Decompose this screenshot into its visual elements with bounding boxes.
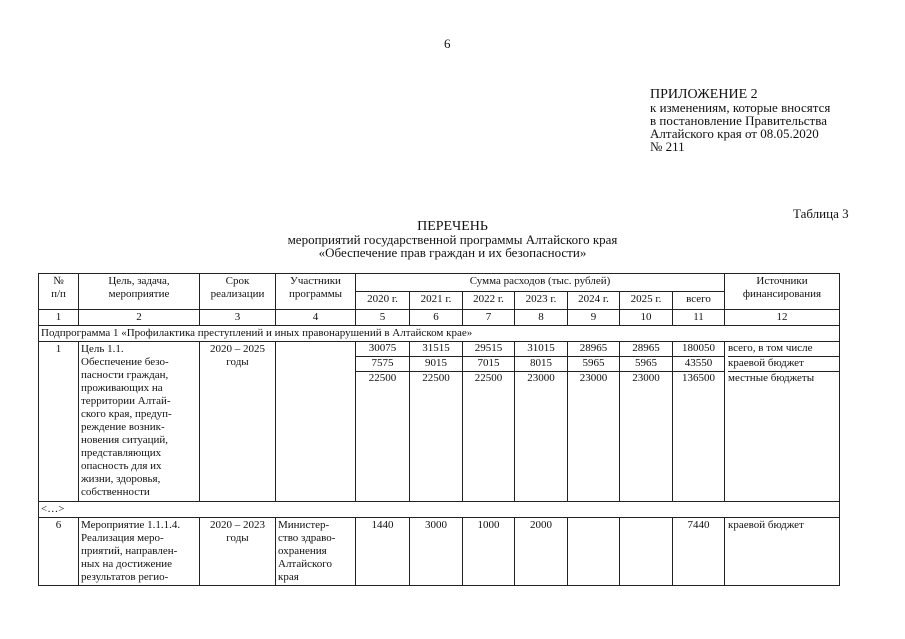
money-value: 29515 — [474, 342, 503, 354]
money-value: 5965 — [620, 356, 672, 371]
column-number: 10 — [620, 310, 673, 326]
header-num-line: № — [53, 275, 64, 287]
column-number: 2 — [79, 310, 200, 326]
money-value: 22500 — [356, 371, 409, 386]
page-number: 6 — [444, 36, 451, 51]
source-label: местные бюджеты — [728, 371, 839, 386]
row-number: 1 — [39, 342, 79, 502]
participant-line: охранения — [278, 545, 327, 557]
header-row — [39, 274, 840, 292]
row-participants — [276, 518, 356, 586]
term-line: 2020 – 2025 — [210, 343, 265, 355]
header-year: 2020 г. — [356, 292, 410, 310]
money-cell — [620, 342, 673, 502]
money-value — [620, 518, 673, 586]
money-value: 7015 — [463, 356, 514, 371]
header-term — [200, 274, 276, 310]
money-cell — [463, 342, 515, 502]
money-value: 7575 — [356, 356, 409, 371]
column-number: 5 — [356, 310, 410, 326]
header-goal-line: мероприятие — [108, 288, 170, 300]
money-cell — [515, 342, 568, 502]
header-year: 2022 г. — [463, 292, 515, 310]
expenses-table — [38, 273, 840, 586]
header-sum: Сумма расходов (тыс. рублей) — [356, 274, 725, 292]
ellipsis-row — [39, 502, 840, 518]
header-sources-line: Источники — [756, 275, 808, 287]
appendix-line: № 211 — [650, 139, 685, 154]
goal-line: жизни, здоровья, — [81, 473, 161, 485]
goal-line: проживающих на — [81, 382, 163, 394]
row-term — [200, 342, 276, 502]
header-goal — [79, 274, 200, 310]
subprogram-row — [39, 326, 840, 342]
goal-line: территории Алтай- — [81, 395, 171, 407]
money-cell — [356, 342, 410, 502]
money-value: 30075 — [368, 342, 397, 354]
goal-line: представляющих — [81, 447, 162, 459]
money-value: 31515 — [422, 342, 450, 354]
participant-line: ство здраво- — [278, 532, 336, 544]
header-year: 2021 г. — [410, 292, 463, 310]
header-term-line: реализации — [210, 288, 265, 300]
column-number: 6 — [410, 310, 463, 326]
money-value: 1440 — [356, 518, 410, 586]
table-row — [39, 342, 840, 502]
subprogram-title: Подпрограмма 1 «Профилактика преступлений и иных правонарушений в Алтайском крае» — [39, 326, 840, 342]
row-number: 6 — [39, 518, 79, 586]
participant-line: края — [278, 571, 299, 583]
header-participants — [276, 274, 356, 310]
source-label: всего, в том числе — [728, 342, 813, 354]
column-number: 11 — [673, 310, 725, 326]
header-sources-line: финансирования — [742, 288, 822, 300]
participant-line: Алтайского — [278, 558, 333, 570]
goal-line: Мероприятие 1.1.1.4. — [81, 519, 181, 531]
term-line: годы — [226, 356, 249, 368]
column-number: 12 — [725, 310, 840, 326]
row-goal — [79, 342, 200, 502]
money-value: 8015 — [515, 356, 567, 371]
header-sources — [725, 274, 840, 310]
goal-line: новения ситуаций, — [81, 434, 169, 446]
goal-line: Реализация меро- — [81, 532, 164, 544]
money-value: 23000 — [620, 371, 672, 386]
money-total-cell — [673, 342, 725, 502]
goal-line: результатов регио- — [81, 571, 169, 583]
document-title — [0, 220, 905, 259]
participant-line: Министер- — [278, 519, 330, 531]
goal-line: приятий, направлен- — [81, 545, 178, 557]
goal-line: реждение возник- — [81, 421, 165, 433]
money-cell — [568, 342, 620, 502]
goal-line: ского края, предуп- — [81, 408, 172, 420]
money-value: 3000 — [410, 518, 463, 586]
column-numbers-row — [39, 310, 840, 326]
header-year: 2023 г. — [515, 292, 568, 310]
header-participants-line: программы — [288, 288, 343, 300]
row-goal — [79, 518, 200, 586]
document-title-line: мероприятий государственной программы Алтайского края — [287, 232, 618, 247]
money-value: 23000 — [568, 371, 619, 386]
goal-line: Цель 1.1. — [81, 343, 124, 355]
header-goal-line: Цель, задача, — [108, 275, 170, 287]
column-number: 4 — [276, 310, 356, 326]
money-value: 1000 — [463, 518, 515, 586]
appendix-title: ПРИЛОЖЕНИЕ 2 — [650, 87, 758, 102]
money-value: 28965 — [579, 342, 608, 354]
column-number: 8 — [515, 310, 568, 326]
document-title-line: «Обеспечение прав граждан и их безопасности» — [318, 245, 587, 260]
money-total: 7440 — [673, 518, 725, 586]
sources-cell — [725, 342, 840, 502]
header-participants-line: Участники — [290, 275, 341, 287]
column-number: 3 — [200, 310, 276, 326]
source-label: краевой бюджет — [728, 356, 839, 371]
money-value: 23000 — [515, 371, 567, 386]
source-label: краевой бюджет — [725, 518, 840, 586]
goal-line: собственности — [81, 486, 150, 498]
money-value: 31015 — [527, 342, 555, 354]
money-value: 22500 — [410, 371, 462, 386]
table-label: Таблица 3 — [793, 206, 849, 221]
column-number: 7 — [463, 310, 515, 326]
goal-line: опасность для их — [81, 460, 162, 472]
appendix-block — [650, 88, 830, 153]
term-line: 2020 – 2023 — [210, 519, 265, 531]
document-title-main: ПЕРЕЧЕНЬ — [417, 219, 488, 234]
appendix-line: в постановление Правительства — [650, 113, 827, 128]
appendix-line: к изменениям, которые вносятся — [650, 100, 831, 115]
goal-line: ных на достижение — [81, 558, 172, 570]
goal-line: пасности граждан, — [81, 369, 169, 381]
money-value: 5965 — [568, 356, 619, 371]
header-year: 2024 г. — [568, 292, 620, 310]
ellipsis-text: <…> — [39, 502, 840, 518]
money-value: 2000 — [515, 518, 568, 586]
money-value: 28965 — [632, 342, 660, 354]
table-row — [39, 518, 840, 586]
money-total: 43550 — [673, 356, 724, 371]
header-year: 2025 г. — [620, 292, 673, 310]
money-value — [568, 518, 620, 586]
header-num — [39, 274, 79, 310]
row-participants — [276, 342, 356, 502]
column-number: 1 — [39, 310, 79, 326]
appendix-line: Алтайского края от 08.05.2020 — [650, 126, 819, 141]
term-line: годы — [226, 532, 249, 544]
money-total: 136500 — [673, 371, 724, 386]
header-total: всего — [673, 292, 725, 310]
money-cell — [410, 342, 463, 502]
goal-line: Обеспечение безо- — [81, 356, 169, 368]
row-term — [200, 518, 276, 586]
header-term-line: Срок — [225, 275, 250, 287]
money-value: 9015 — [410, 356, 462, 371]
money-total: 180050 — [682, 342, 715, 354]
header-num-line: п/п — [51, 288, 66, 300]
money-value: 22500 — [463, 371, 514, 386]
column-number: 9 — [568, 310, 620, 326]
